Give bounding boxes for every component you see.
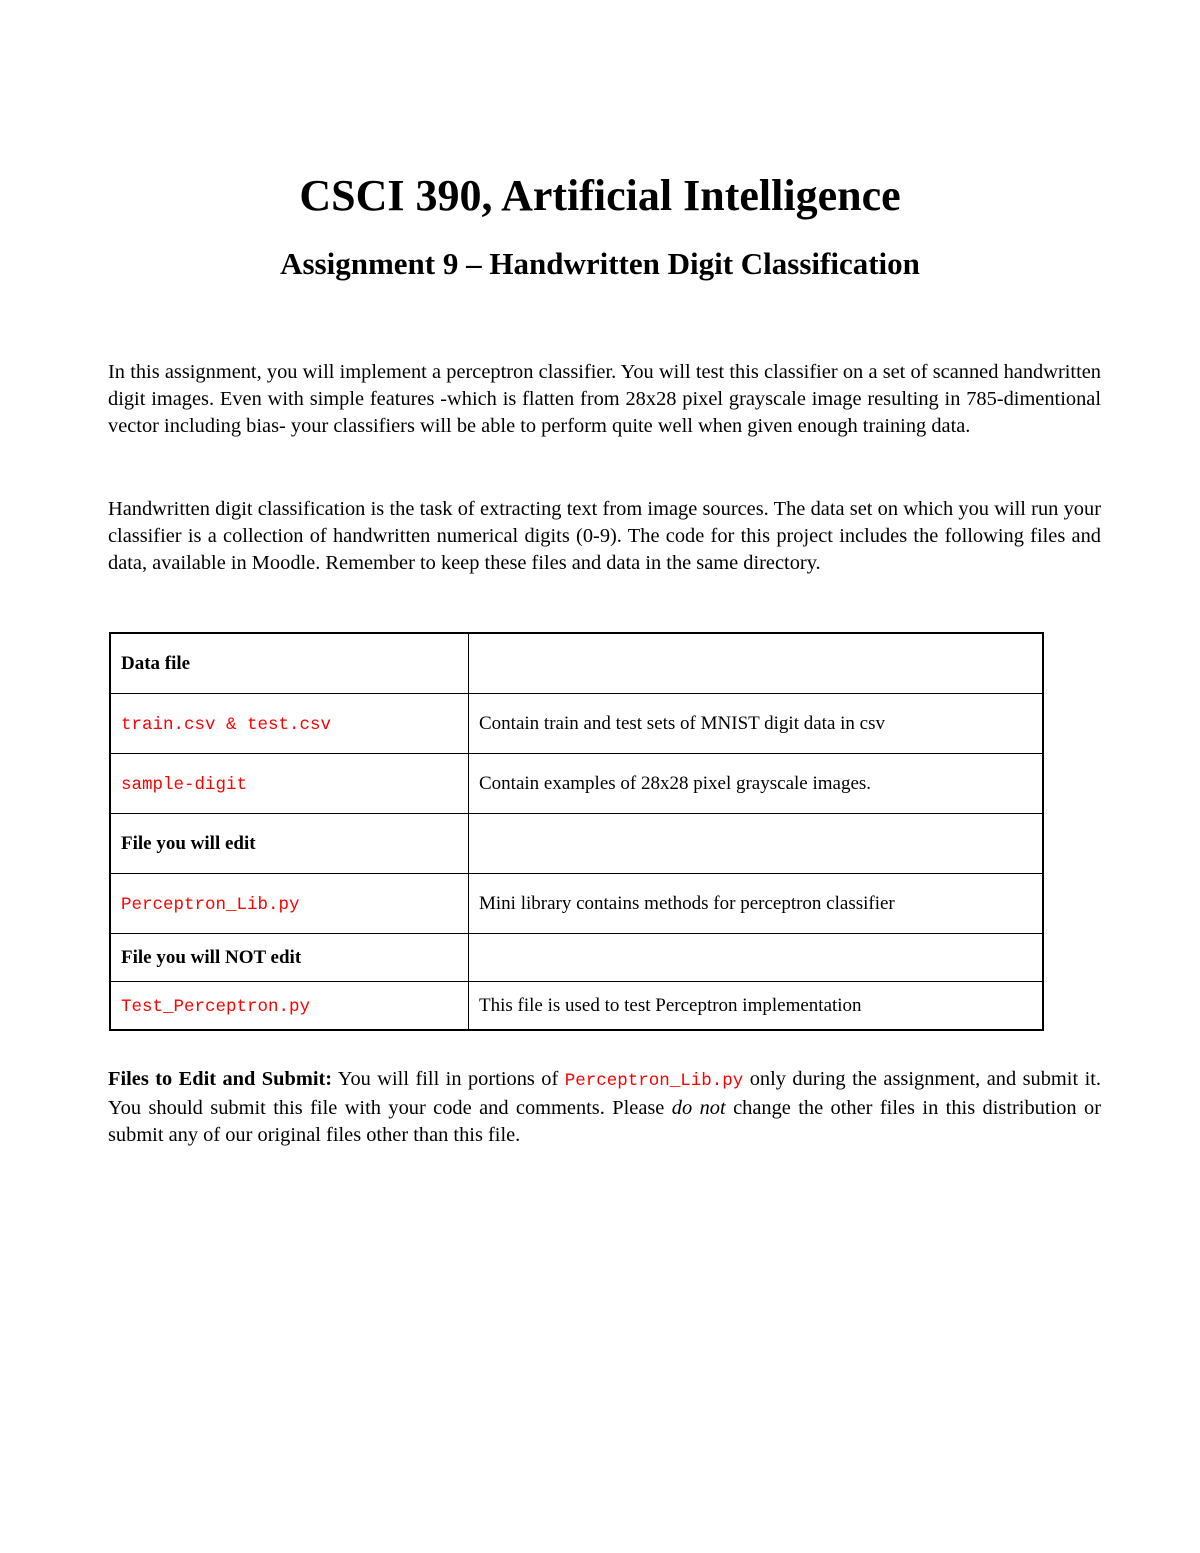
file-name-cell	[110, 982, 469, 1031]
file-description: Contain examples of 28x28 pixel grayscale images.	[469, 754, 1044, 814]
table-section-row	[110, 633, 1043, 694]
intro-paragraph-2: Handwritten digit classification is the task of extracting text from image sources. The data set on which you will run your classifier is a collection of handwritten numerical digits (0-9). The code for this project includes the following files and data, available in Moodle. Remember to keep these files and data in the same directory.	[108, 498, 1101, 574]
document-subtitle: Assignment 9 – Handwritten Digit Classification	[280, 246, 920, 281]
section-header-no-edit: File you will NOT edit	[110, 934, 469, 982]
file-description: Mini library contains methods for perceptron classifier	[469, 874, 1044, 934]
section-header-edit: File you will edit	[110, 814, 469, 874]
file-name: train.csv & test.csv	[121, 714, 332, 735]
file-name-cell	[110, 874, 469, 934]
submit-text-middle: only during the assignment, and submit it. You should submit this file with your code and comments. Please	[108, 1068, 1102, 1119]
submit-paragraph	[108, 1066, 1101, 1149]
file-name-cell	[110, 754, 469, 814]
table-row	[110, 874, 1043, 934]
table-section-row	[110, 934, 1043, 982]
file-name: Perceptron_Lib.py	[121, 894, 300, 915]
submit-file-name: Perceptron_Lib.py	[564, 1071, 744, 1091]
intro-paragraph-1: In this assignment, you will implement a perceptron classifier. You will test this classifier on a set of scanned handwritten digit images. Even with simple features -which is flatten from 28x28 pixel grayscale image resulting in 785-dimentional vector including bias- your classifiers will be able to perform quite well when given enough training data.	[108, 361, 1101, 437]
submit-text-after: change the other files in this distribution or submit any of our original files other than this file.	[108, 1097, 1101, 1146]
table-row	[110, 754, 1043, 814]
submit-text-before: You will fill in portions of	[332, 1068, 565, 1090]
submit-emphasis: do not	[671, 1097, 726, 1119]
empty-cell	[469, 633, 1044, 694]
table-section-row	[110, 814, 1043, 874]
file-description: Contain train and test sets of MNIST digit data in csv	[469, 694, 1044, 754]
file-description: This file is used to test Perceptron implementation	[469, 982, 1044, 1031]
section-header-data-file: Data file	[110, 633, 469, 694]
file-name-cell	[110, 694, 469, 754]
table-row	[110, 694, 1043, 754]
file-name: Test_Perceptron.py	[121, 996, 311, 1017]
empty-cell	[469, 934, 1044, 982]
submit-label: Files to Edit and Submit:	[108, 1068, 333, 1090]
file-name: sample-digit	[121, 774, 248, 795]
empty-cell	[469, 814, 1044, 874]
table-row	[110, 982, 1043, 1031]
document-title: CSCI 390, Artificial Intelligence	[299, 171, 901, 220]
files-table	[109, 632, 1044, 1031]
